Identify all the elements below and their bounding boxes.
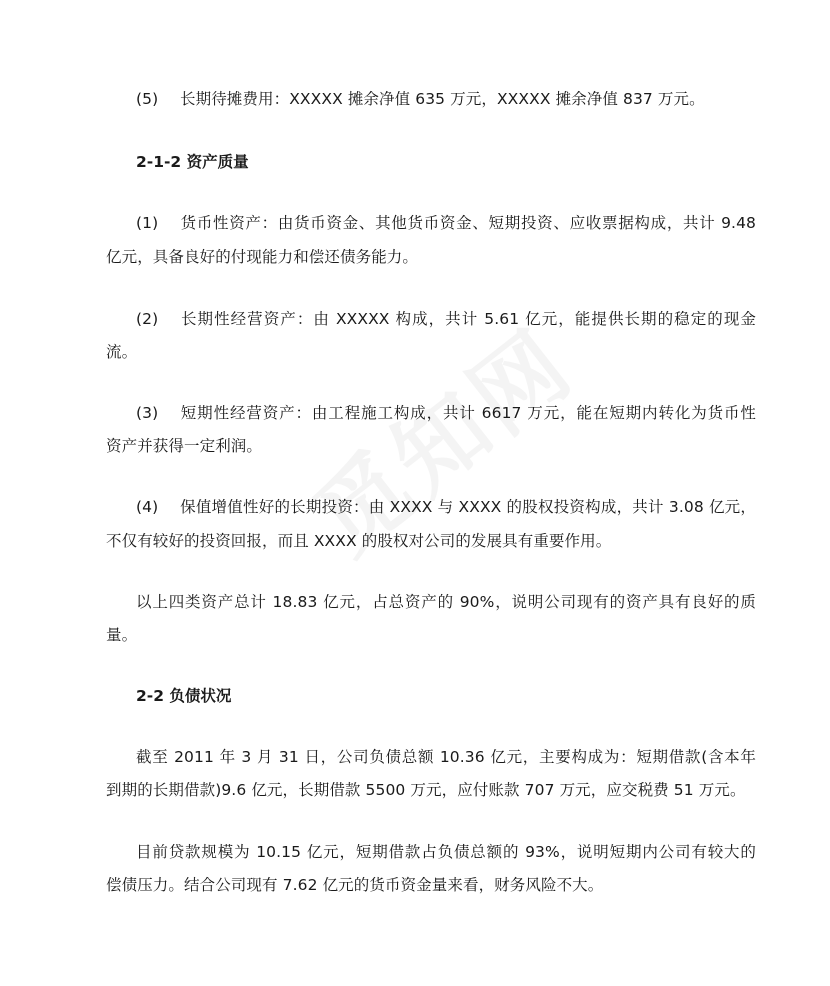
list-item-1-line-2: 亿元，具备良好的付现能力和偿还债务能力。 <box>106 248 419 266</box>
list-number: (5) <box>136 90 159 108</box>
list-item-4-line-1 <box>106 497 756 517</box>
list-text: 短期性经营资产：由工程施工构成，共计 6617 万元，能在短期内转化为货币性 <box>180 404 756 422</box>
debt-paragraph-1-line-2: 到期的长期借款)9.6 亿元，长期借款 5500 万元，应付账款 707 万元，应交税费 51 万元。 <box>106 781 746 799</box>
list-item-3-line-1 <box>106 403 756 423</box>
list-item-1-line-1 <box>106 213 756 233</box>
list-item-5 <box>106 89 756 109</box>
list-item-2-line-2: 流。 <box>106 343 138 361</box>
summary-line-2: 量。 <box>106 626 138 644</box>
list-number: (4) <box>136 498 159 516</box>
section-heading-asset-quality: 2-1-2 资产质量 <box>136 153 249 171</box>
list-item-4-line-2: 不仅有较好的投资回报，而且 XXXX 的股权对公司的发展具有重要作用。 <box>106 532 612 550</box>
list-text: 长期性经营资产：由 XXXXX 构成，共计 5.61 亿元，能提供长期的稳定的现金 <box>180 310 756 328</box>
list-number: (1) <box>136 214 159 232</box>
list-text: 长期待摊费用：XXXXX 摊余净值 635 万元，XXXXX 摊余净值 837 万元。 <box>180 90 705 108</box>
debt-paragraph-2-line-1: 目前贷款规模为 10.15 亿元，短期借款占负债总额的 93%，说明短期内公司有较大的 <box>136 843 756 861</box>
debt-paragraph-2-line-2: 偿债压力。结合公司现有 7.62 亿元的货币资金量来看，财务风险不大。 <box>106 876 604 894</box>
list-text: 保值增值性好的长期投资：由 XXXX 与 XXXX 的股权投资构成，共计 3.08 亿元， <box>180 498 756 516</box>
list-text: 货币性资产：由货币资金、其他货币资金、短期投资、应收票据构成，共计 9.48 <box>180 214 756 232</box>
summary-line-1: 以上四类资产总计 18.83 亿元，占总资产的 90%，说明公司现有的资产具有良好的质 <box>136 593 756 611</box>
section-heading-liabilities: 2-2 负债状况 <box>136 687 232 705</box>
list-item-3-line-2: 资产并获得一定利润。 <box>106 437 263 455</box>
debt-paragraph-1-line-1: 截至 2011 年 3 月 31 日，公司负债总额 10.36 亿元，主要构成为：短期借款(含本年 <box>136 748 756 766</box>
list-item-2-line-1 <box>106 309 756 329</box>
list-number: (3) <box>136 404 159 422</box>
list-number: (2) <box>136 310 159 328</box>
